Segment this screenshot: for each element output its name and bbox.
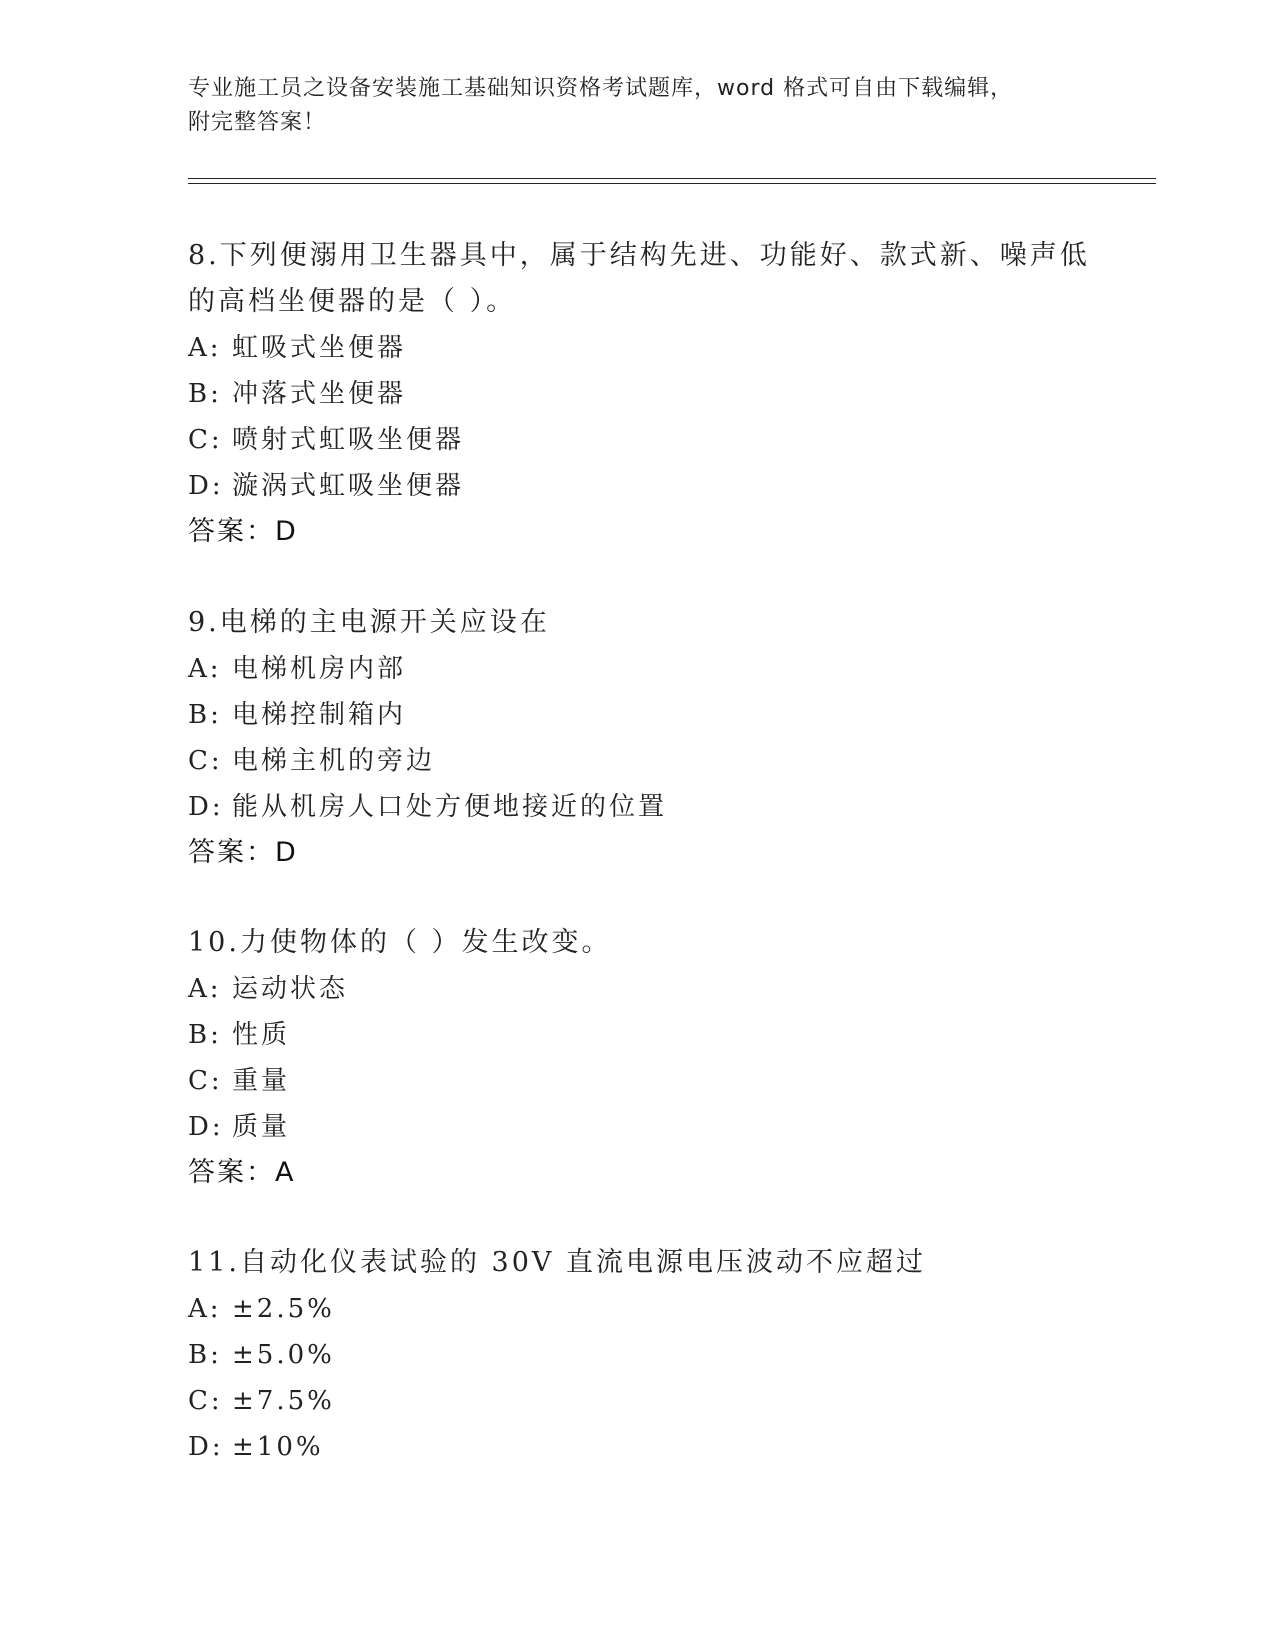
- option-letter: B:: [188, 700, 222, 730]
- option-a: [188, 646, 1088, 692]
- option-b: [188, 692, 1088, 738]
- option-letter: A:: [188, 1294, 222, 1324]
- option-c: [188, 1378, 1088, 1424]
- question-stem-line: 11.自动化仪表试验的 30V 直流电源电压波动不应超过: [188, 1247, 926, 1278]
- option-d: [188, 463, 1088, 509]
- question-stem-line: 的高档坐便器的是（ ）。: [188, 286, 517, 317]
- option-d: [188, 1104, 1088, 1150]
- option-b: [188, 1012, 1088, 1058]
- option-text: 电梯机房内部: [232, 654, 407, 684]
- option-text: 重量: [232, 1066, 291, 1096]
- option-text: 漩涡式虹吸坐便器: [232, 471, 465, 501]
- option-text: 性质: [232, 1020, 291, 1050]
- option-text: 能从机房人口处方便地接近的位置: [232, 792, 668, 822]
- option-a: [188, 966, 1088, 1012]
- option-letter: B:: [188, 1340, 222, 1370]
- option-letter: D:: [188, 1432, 224, 1462]
- question-stem-line: 8.下列便溺用卫生器具中，属于结构先进、功能好、款式新、噪声低: [188, 240, 1090, 271]
- option-text: 电梯控制箱内: [232, 700, 407, 730]
- header-line-1: 专业施工员之设备安装施工基础知识资格考试题库，word 格式可自由下载编辑，: [188, 76, 1014, 101]
- option-b: [188, 371, 1088, 417]
- document-header: [188, 72, 1088, 140]
- question-9: [188, 600, 1088, 876]
- option-letter: A:: [188, 974, 222, 1004]
- option-c: [188, 738, 1088, 784]
- option-a: [188, 1286, 1088, 1332]
- option-text: 质量: [232, 1112, 291, 1142]
- option-a: [188, 325, 1088, 371]
- option-text: ±7.5%: [232, 1386, 335, 1416]
- question-stem: [188, 600, 1088, 646]
- option-d: [188, 1424, 1088, 1470]
- option-text: ±2.5%: [232, 1294, 335, 1324]
- option-text: 喷射式虹吸坐便器: [232, 425, 465, 455]
- option-letter: C:: [188, 746, 223, 776]
- answer-line: 答案：A: [188, 1157, 296, 1188]
- option-letter: B:: [188, 1020, 222, 1050]
- option-letter: D:: [188, 471, 224, 501]
- option-letter: B:: [188, 379, 222, 409]
- option-text: ±10%: [232, 1432, 324, 1462]
- option-letter: C:: [188, 425, 223, 455]
- header-divider-top: [188, 178, 1156, 179]
- question-11: [188, 1240, 1088, 1470]
- option-letter: D:: [188, 1112, 224, 1142]
- option-text: 电梯主机的旁边: [232, 746, 436, 776]
- option-letter: A:: [188, 333, 222, 363]
- option-b: [188, 1332, 1088, 1378]
- option-letter: D:: [188, 792, 224, 822]
- header-divider-bottom: [188, 183, 1156, 184]
- option-letter: C:: [188, 1386, 223, 1416]
- question-10: [188, 920, 1088, 1196]
- question-stem: [188, 920, 1088, 966]
- question-stem: [188, 233, 1088, 325]
- option-letter: C:: [188, 1066, 223, 1096]
- option-text: ±5.0%: [232, 1340, 335, 1370]
- question-stem-line: 10.力使物体的（ ）发生改变。: [188, 927, 612, 958]
- option-d: [188, 784, 1088, 830]
- question-stem: [188, 1240, 1088, 1286]
- answer-line: 答案：D: [188, 837, 298, 868]
- option-text: 冲落式坐便器: [232, 379, 407, 409]
- header-line-2: 附完整答案！: [188, 110, 327, 135]
- question-stem-line: 9.电梯的主电源开关应设在: [188, 607, 550, 638]
- answer-line: 答案：D: [188, 516, 298, 547]
- question-8: [188, 233, 1088, 555]
- option-letter: A:: [188, 654, 222, 684]
- option-c: [188, 417, 1088, 463]
- option-text: 虹吸式坐便器: [232, 333, 407, 363]
- option-text: 运动状态: [232, 974, 349, 1004]
- option-c: [188, 1058, 1088, 1104]
